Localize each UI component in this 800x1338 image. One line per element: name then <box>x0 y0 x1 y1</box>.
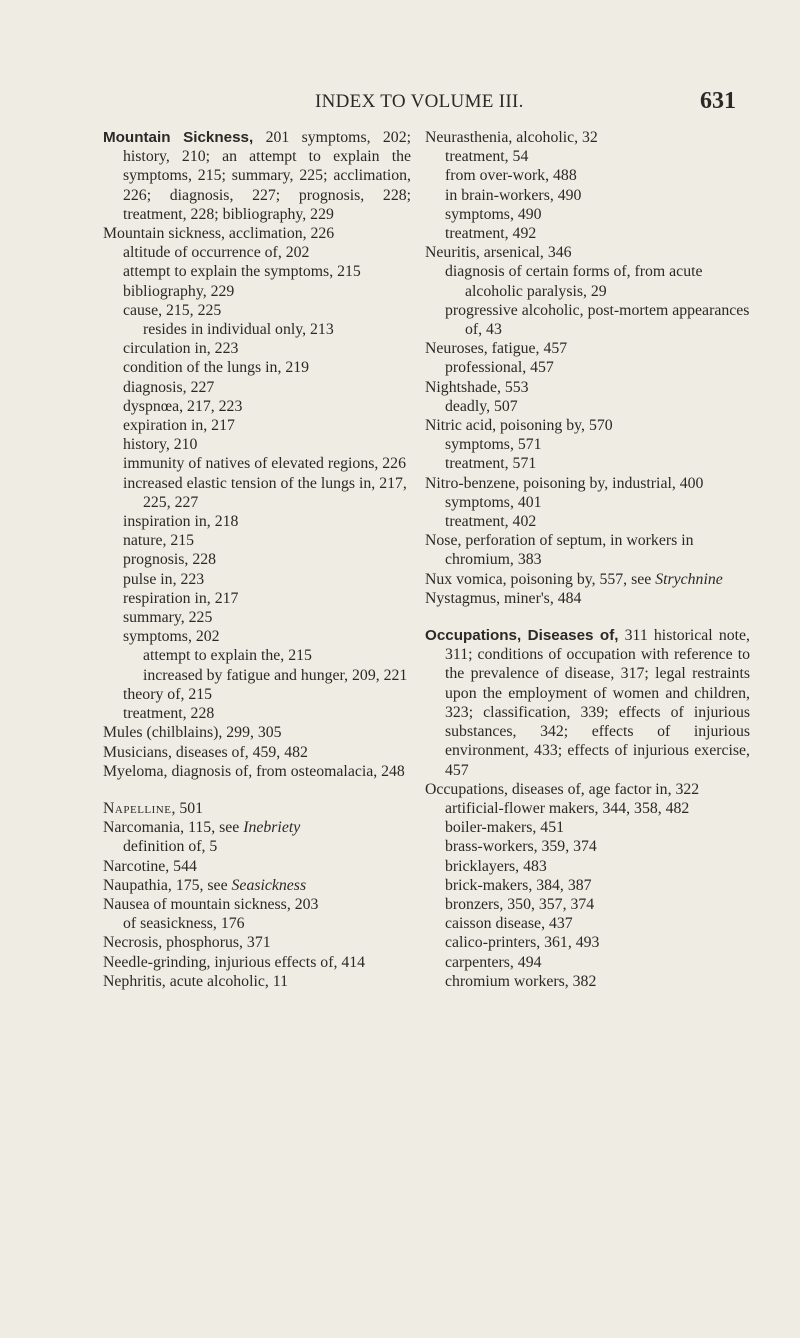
entry-heading: Occupations, Diseases of, <box>425 627 619 645</box>
index-subentry: expiration in, 217 <box>123 417 235 435</box>
index-subentry: boiler-makers, 451 <box>445 819 565 837</box>
right-column <box>425 128 750 991</box>
see-reference: Inebriety <box>243 819 301 837</box>
index-subentry: summary, 225 <box>123 609 213 627</box>
index-entry: Nephritis, acute alcoholic, 11 <box>103 972 288 990</box>
index-subentry: chromium workers, 382 <box>445 972 597 990</box>
index-entry: Mountain sickness, acclimation, 226 <box>103 225 335 243</box>
entry-text: 201 symptoms, 202; history, 210; an attempt to explain the symptoms, 215; summary, 225; acclimation, 226; diagnosis, 227; prognosis, 228; treatment, 228; bibliography, 229 <box>123 129 411 223</box>
index-subentry: in brain-workers, 490 <box>445 186 582 204</box>
index-subentry: symptoms, 571 <box>445 436 542 454</box>
index-entry: Neuritis, arsenical, 346 <box>425 244 572 262</box>
index-entry-bold <box>425 626 750 780</box>
index-entry: Nystagmus, miner's, 484 <box>425 589 582 607</box>
index-subentry: resides in individual only, 213 <box>143 321 334 339</box>
index-subentry: theory of, 215 <box>123 685 213 703</box>
index-entry: Mules (chilblains), 299, 305 <box>103 724 282 742</box>
index-subentry: cause, 215, 225 <box>123 301 222 319</box>
index-subentry: prognosis, 228 <box>123 551 217 569</box>
index-subentry: treatment, 54 <box>445 148 529 166</box>
index-entry-list <box>103 224 411 781</box>
index-subentry: professional, 457 <box>445 359 554 377</box>
index-subentry: circulation in, 223 <box>123 340 239 358</box>
index-entry: Nitric acid, poisoning by, 570 <box>425 417 613 435</box>
index-subentry: inspiration in, 218 <box>123 513 239 531</box>
index-subentry: carpenters, 494 <box>445 953 542 971</box>
index-entry: Naupathia, 175, see Seasickness <box>103 876 307 894</box>
entry-text: 311 historical note, 311; conditions of occupation with reference to the prevalence of disease, 317; legal restraints upon the employment of women and children, 323; classification, 339; effects of injurious substances, 342; effects of injurious environment, 433; effects of injurious exercise, 457 <box>445 627 750 779</box>
index-subentry: immunity of natives of elevated regions, 226 <box>123 455 406 473</box>
index-subentry: attempt to explain the symptoms, 215 <box>123 263 361 281</box>
index-entry: Nausea of mountain sickness, 203 <box>103 895 319 913</box>
index-entry: Needle-grinding, injurious effects of, 414 <box>103 953 366 971</box>
index-subentry: increased by fatigue and hunger, 209, 221 <box>143 666 408 684</box>
entry-heading: Mountain Sickness, <box>103 129 254 146</box>
index-subentry: bricklayers, 483 <box>445 857 547 875</box>
index-subentry: diagnosis, 227 <box>123 378 215 396</box>
index-subentry: caisson disease, 437 <box>445 915 573 933</box>
index-entry: Myeloma, diagnosis of, from osteomalacia, 248 <box>103 762 405 780</box>
index-entry: Musicians, diseases of, 459, 482 <box>103 743 308 761</box>
index-entry: Necrosis, phosphorus, 371 <box>103 934 271 952</box>
index-subentry: condition of the lungs in, 219 <box>123 359 310 377</box>
index-entry-list <box>425 780 750 991</box>
index-subentry: treatment, 571 <box>445 455 537 473</box>
index-entry: Narcotine, 544 <box>103 857 197 875</box>
index-entry: Nux vomica, poisoning by, 557, see Strychnine <box>425 570 723 588</box>
index-subentry: symptoms, 202 <box>123 628 220 646</box>
index-entry: Occupations, diseases of, age factor in, 322 <box>425 780 700 798</box>
index-subentry: pulse in, 223 <box>123 570 205 588</box>
left-column <box>103 128 411 991</box>
index-entry: Neuroses, fatigue, 457 <box>425 340 568 358</box>
index-subentry: symptoms, 490 <box>445 205 542 223</box>
index-entry: Neurasthenia, alcoholic, 32 <box>425 129 598 146</box>
index-subentry: history, 210 <box>123 436 198 454</box>
index-subentry: deadly, 507 <box>445 397 518 415</box>
see-reference: Seasickness <box>231 876 307 894</box>
page-number: 631 <box>700 88 736 114</box>
index-subentry: treatment, 492 <box>445 225 537 243</box>
index-subentry: diagnosis of certain forms of, from acute alcoholic paralysis, 29 <box>445 263 703 300</box>
index-subentry: brick-makers, 384, 387 <box>445 876 592 894</box>
index-subentry: increased elastic tension of the lungs in, 217, 225, 227 <box>123 474 407 511</box>
index-subentry: attempt to explain the, 215 <box>143 647 312 665</box>
index-subentry: dyspnœa, 217, 223 <box>123 397 243 415</box>
index-subentry: from over-work, 488 <box>445 167 577 185</box>
index-subentry: of seasickness, 176 <box>123 915 245 933</box>
index-entry: Nitro-benzene, poisoning by, industrial, 400 <box>425 474 704 492</box>
index-subentry: bronzers, 350, 357, 374 <box>445 895 595 913</box>
index-subentry: symptoms, 401 <box>445 493 542 511</box>
index-subentry: treatment, 402 <box>445 513 537 531</box>
see-reference: Strychnine <box>655 570 723 588</box>
index-entry: Nightshade, 553 <box>425 378 529 396</box>
index-entry-bold <box>103 128 411 224</box>
page-header <box>0 88 800 120</box>
index-entry: Napelline, 501 <box>103 799 204 817</box>
index-subentry: artificial-flower makers, 344, 358, 482 <box>445 799 690 817</box>
index-subentry: treatment, 228 <box>123 705 215 723</box>
index-subentry: bibliography, 229 <box>123 282 235 300</box>
index-subentry: definition of, 5 <box>123 838 218 856</box>
index-entry: Nose, perforation of septum, in workers in chromium, 383 <box>425 532 694 569</box>
index-entry-list <box>425 128 750 570</box>
index-subentry: nature, 215 <box>123 532 195 550</box>
index-subentry: brass-workers, 359, 374 <box>445 838 597 856</box>
index-subentry: progressive alcoholic, post-mortem appearances of, 43 <box>445 301 750 339</box>
index-subentry: altitude of occurrence of, 202 <box>123 244 310 262</box>
index-subentry: calico-printers, 361, 493 <box>445 934 600 952</box>
running-title: INDEX TO VOLUME III. <box>315 91 524 112</box>
index-entry: Narcomania, 115, see Inebriety <box>103 819 301 837</box>
index-subentry: respiration in, 217 <box>123 589 239 607</box>
